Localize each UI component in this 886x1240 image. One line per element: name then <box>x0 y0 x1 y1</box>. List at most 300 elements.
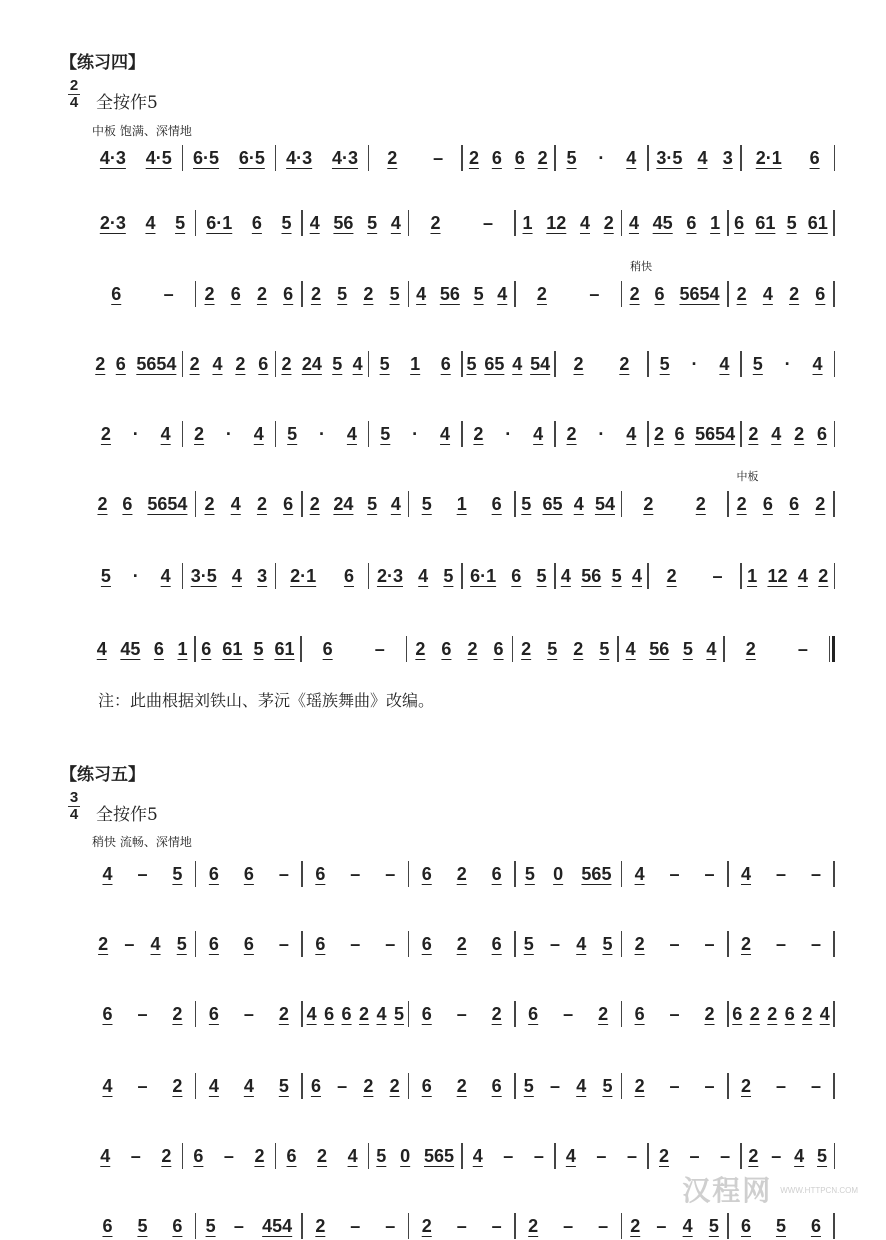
note-group: 2 <box>468 147 479 168</box>
note-group: 6 <box>230 283 241 304</box>
staff-row <box>90 350 835 378</box>
note-group: – <box>374 638 385 659</box>
note-group: 2 <box>619 353 630 374</box>
note-group: 2 <box>630 1215 641 1236</box>
note-group: 2 <box>566 423 577 444</box>
footnote: 注：此曲根据刘铁山、茅沅《瑶族舞曲》改编。 <box>98 691 435 710</box>
measure <box>90 280 195 308</box>
measure <box>90 1072 195 1100</box>
measure <box>369 562 461 590</box>
note-group: 2 <box>204 493 215 514</box>
note-group: 6 <box>491 933 502 954</box>
note-group: 6 <box>809 147 820 168</box>
note-group: 2 <box>389 1075 400 1096</box>
staff-row <box>90 635 835 663</box>
note-group: 5654 <box>679 283 720 304</box>
fingering-label: 全按作5 <box>96 93 158 113</box>
note-group: 6 <box>421 933 432 954</box>
note-group: – <box>810 933 821 954</box>
note-group: 2 <box>97 493 108 514</box>
note-group: 4 <box>497 283 508 304</box>
note-group: 4 <box>347 1145 358 1166</box>
note-group: – <box>137 1003 148 1024</box>
tempo-change: 中板 <box>736 470 759 483</box>
measure <box>183 562 275 590</box>
staff-row <box>90 209 835 237</box>
measure <box>516 209 621 237</box>
measure <box>622 1212 727 1240</box>
note-group: 2 <box>281 353 292 374</box>
note-group: – <box>712 565 723 586</box>
note-group: 2 <box>573 638 584 659</box>
note-group: 2 <box>818 565 829 586</box>
note-group: – <box>563 1215 574 1236</box>
time-signature <box>68 790 80 823</box>
note-group: 2 <box>95 353 106 374</box>
staff-row <box>90 562 835 590</box>
note-group: 3 <box>257 565 268 586</box>
measure <box>729 860 834 888</box>
note-group: 5 <box>521 493 532 514</box>
exercise-title: 【练习五】 <box>60 765 145 785</box>
measure <box>622 209 727 237</box>
note-group: 6 <box>441 638 452 659</box>
measure <box>729 930 834 958</box>
note-group: – <box>350 933 361 954</box>
note-group: 6 <box>310 1075 321 1096</box>
note-group: 5 <box>547 638 558 659</box>
note-group: 5 <box>172 863 183 884</box>
note-group: 6 <box>243 863 254 884</box>
note-group: 6 <box>201 638 212 659</box>
measure <box>742 144 834 172</box>
note-group: 5 <box>380 423 391 444</box>
staff-row <box>90 144 835 172</box>
measure <box>742 1142 834 1170</box>
note-group: – <box>233 1215 244 1236</box>
note-group: 2 <box>736 283 747 304</box>
note-group: – <box>704 863 715 884</box>
measure <box>622 930 727 958</box>
measure <box>516 280 621 308</box>
note-group: – <box>669 1003 680 1024</box>
measure <box>90 144 182 172</box>
note-group: 6 <box>784 1003 795 1024</box>
measure <box>90 1142 182 1170</box>
measure <box>463 350 555 378</box>
measure <box>649 144 741 172</box>
note-group: 6 <box>343 565 354 586</box>
note-group: 2 <box>161 1145 172 1166</box>
measure <box>516 1212 621 1240</box>
note-group: 454 <box>262 1215 293 1236</box>
note-group: 3 <box>722 147 733 168</box>
note-group: 6 <box>315 863 326 884</box>
staff-row <box>90 1142 835 1170</box>
tempo-marking: 稍快 流畅、深情地 <box>92 835 192 849</box>
note-group: 4 <box>565 1145 576 1166</box>
note-group: – <box>278 863 289 884</box>
note-group: 5 <box>523 933 534 954</box>
note-group: 65 <box>484 353 505 374</box>
note-group: 6 <box>322 638 333 659</box>
measure <box>303 490 408 518</box>
note-group: 4 <box>812 353 823 374</box>
measure <box>409 490 514 518</box>
note-group: – <box>704 933 715 954</box>
note-group: · <box>319 423 326 444</box>
note-group: 4·3 <box>331 147 358 168</box>
note-group: – <box>775 863 786 884</box>
note-group: 2 <box>634 1075 645 1096</box>
note-group: – <box>810 1075 821 1096</box>
measure <box>622 860 727 888</box>
note-group: 6 <box>491 147 502 168</box>
note-group: 4 <box>418 565 429 586</box>
note-group: 0 <box>553 863 564 884</box>
measure <box>725 635 829 663</box>
note-group: 5 <box>394 1003 405 1024</box>
note-group: 4 <box>160 565 171 586</box>
measure <box>409 280 514 308</box>
time-sig-top: 2 <box>69 77 79 94</box>
note-group: – <box>669 933 680 954</box>
note-group: 12 <box>546 212 567 233</box>
measure <box>369 144 461 172</box>
note-group: – <box>243 1003 254 1024</box>
note-group: 56 <box>581 565 602 586</box>
note-group: – <box>550 1075 561 1096</box>
note-group: 54 <box>530 353 551 374</box>
note-group: 2 <box>473 423 484 444</box>
note-group: 5 <box>523 1075 534 1096</box>
staff-row <box>90 930 835 958</box>
note-group: 2 <box>172 1075 183 1096</box>
note-group: – <box>669 863 680 884</box>
measure <box>729 1000 834 1028</box>
note-group: – <box>482 212 493 233</box>
measure <box>729 1072 834 1100</box>
note-group: 4 <box>390 493 401 514</box>
note-group: 4 <box>208 1075 219 1096</box>
note-group: · <box>598 423 605 444</box>
time-sig-bottom: 4 <box>69 806 79 823</box>
measure <box>409 860 514 888</box>
note-group: 5 <box>389 283 400 304</box>
note-group: 24 <box>333 493 354 514</box>
note-group: 5 <box>682 638 693 659</box>
note-group: 5 <box>775 1215 786 1236</box>
note-group: 45 <box>652 212 673 233</box>
watermark <box>682 1174 858 1208</box>
note-group: 2 <box>767 1003 778 1024</box>
note-group: 2 <box>815 493 826 514</box>
note-group: 6 <box>251 212 262 233</box>
measure <box>303 209 408 237</box>
note-group: 5 <box>332 353 343 374</box>
note-group: 2 <box>172 1003 183 1024</box>
tempo-change: 稍快 <box>630 260 653 273</box>
measure <box>556 144 648 172</box>
note-group: 56 <box>649 638 670 659</box>
measure <box>622 1072 727 1100</box>
note-group: 2 <box>456 933 467 954</box>
measure <box>90 562 182 590</box>
barline <box>833 281 835 307</box>
barline <box>833 931 835 957</box>
note-group: 4 <box>306 1003 317 1024</box>
note-group: 4 <box>160 423 171 444</box>
measure <box>183 1142 275 1170</box>
note-group: 6·5 <box>193 147 220 168</box>
note-group: 2 <box>789 283 800 304</box>
note-group: 6 <box>193 1145 204 1166</box>
measure <box>463 420 555 448</box>
note-group: 2 <box>256 283 267 304</box>
note-group: · <box>132 565 139 586</box>
note-group: 5 <box>817 1145 828 1166</box>
note-group: 6 <box>674 423 685 444</box>
measure <box>729 280 834 308</box>
note-group: 3·5 <box>190 565 217 586</box>
note-group: · <box>691 353 698 374</box>
note-group: 56 <box>439 283 460 304</box>
note-group: 6·5 <box>238 147 265 168</box>
note-group: – <box>550 933 561 954</box>
note-group: 5 <box>786 212 797 233</box>
note-group: 5 <box>752 353 763 374</box>
note-group: 2 <box>654 423 665 444</box>
note-group: 4 <box>145 212 156 233</box>
note-group: – <box>775 1075 786 1096</box>
note-group: 2 <box>736 493 747 514</box>
note-group: 4 <box>794 1145 805 1166</box>
note-group: 2 <box>315 1215 326 1236</box>
final-barline <box>829 636 835 662</box>
note-group: – <box>503 1145 514 1166</box>
measure <box>183 144 275 172</box>
measure <box>409 1212 514 1240</box>
note-group: 2 <box>666 565 677 586</box>
note-group: 3·5 <box>656 147 683 168</box>
barline <box>834 145 836 171</box>
note-group: 24 <box>301 353 322 374</box>
note-group: 4 <box>440 423 451 444</box>
measure <box>276 144 368 172</box>
note-group: 4 <box>697 147 708 168</box>
barline <box>833 1213 835 1239</box>
measure <box>196 860 301 888</box>
measure <box>90 930 195 958</box>
note-group: 2 <box>430 212 441 233</box>
note-group: – <box>596 1145 607 1166</box>
note-group: 2 <box>467 638 478 659</box>
note-group: 4 <box>309 212 320 233</box>
note-group: 4 <box>626 147 637 168</box>
measure <box>276 1142 368 1170</box>
staff-row <box>90 260 835 308</box>
note-group: 2 <box>387 147 398 168</box>
note-group: 4 <box>576 1075 587 1096</box>
note-group: – <box>810 863 821 884</box>
note-group: 4·5 <box>145 147 172 168</box>
measure <box>196 930 301 958</box>
note-group: 2 <box>254 1145 265 1166</box>
note-group: 4 <box>352 353 363 374</box>
note-group: – <box>137 863 148 884</box>
note-group: 6 <box>286 1145 297 1166</box>
note-group: 5 <box>379 353 390 374</box>
note-group: 5 <box>287 423 298 444</box>
measure <box>516 930 621 958</box>
measure <box>513 635 617 663</box>
measure <box>183 350 275 378</box>
measure <box>409 1072 514 1100</box>
note-group: 4 <box>719 353 730 374</box>
note-group: 4 <box>96 638 107 659</box>
note-group: 2 <box>802 1003 813 1024</box>
note-group: 2 <box>491 1003 502 1024</box>
note-group: 2 <box>794 423 805 444</box>
note-group: 2 <box>359 1003 370 1024</box>
note-group: 2 <box>204 283 215 304</box>
note-group: 0 <box>400 1145 411 1166</box>
note-group: 6 <box>491 493 502 514</box>
measure <box>622 490 727 518</box>
note-group: 6 <box>102 1003 113 1024</box>
note-group: – <box>137 1075 148 1096</box>
note-group: 5 <box>524 863 535 884</box>
note-group: 6 <box>491 863 502 884</box>
note-group: 6·1 <box>206 212 233 233</box>
note-group: 6 <box>815 283 826 304</box>
note-group: 5 <box>421 493 432 514</box>
note-group: 4 <box>102 863 113 884</box>
note-group: 6 <box>243 933 254 954</box>
note-group: 6 <box>734 212 745 233</box>
note-group: 4 <box>212 353 223 374</box>
note-group: – <box>775 933 786 954</box>
measure <box>90 1000 195 1028</box>
note-group: 565 <box>424 1145 455 1166</box>
note-group: 6 <box>315 933 326 954</box>
note-group: 5 <box>278 1075 289 1096</box>
measure <box>276 562 368 590</box>
note-group: · <box>225 423 232 444</box>
measure <box>303 1212 408 1240</box>
note-group: – <box>130 1145 141 1166</box>
barline <box>833 1073 835 1099</box>
note-group: 4 <box>819 1003 830 1024</box>
measure <box>516 1000 621 1028</box>
note-group: 4 <box>376 1003 387 1024</box>
note-group: 6 <box>493 638 504 659</box>
note-group: – <box>163 283 174 304</box>
measure <box>556 562 648 590</box>
note-group: 6·1 <box>470 565 497 586</box>
note-group: 4 <box>150 933 161 954</box>
note-group: 6 <box>421 863 432 884</box>
measure <box>369 420 461 448</box>
note-group: 5654 <box>147 493 188 514</box>
note-group: – <box>491 1215 502 1236</box>
note-group: 5 <box>611 565 622 586</box>
measure <box>729 470 834 518</box>
measure <box>649 420 741 448</box>
note-group: 2 <box>310 283 321 304</box>
note-group: 2·1 <box>290 565 317 586</box>
measure <box>369 350 461 378</box>
note-group: 5 <box>367 493 378 514</box>
note-group: 4 <box>626 423 637 444</box>
measure <box>90 635 194 663</box>
note-group: 2 <box>598 1003 609 1024</box>
note-group: – <box>433 147 444 168</box>
note-group: 5 <box>376 1145 387 1166</box>
note-group: 6 <box>258 353 269 374</box>
note-group: 2 <box>745 638 756 659</box>
note-group: 5 <box>100 565 111 586</box>
note-group: 1 <box>456 493 467 514</box>
note-group: 5 <box>473 283 484 304</box>
watermark-name: 汉程网 <box>682 1175 773 1206</box>
measure <box>196 1000 301 1028</box>
note-group: 2 <box>256 493 267 514</box>
measure <box>196 1212 301 1240</box>
note-group: 12 <box>767 565 788 586</box>
note-group: 4 <box>560 565 571 586</box>
note-group: 4 <box>102 1075 113 1096</box>
note-group: 1 <box>522 212 533 233</box>
note-group: 4·3 <box>99 147 126 168</box>
time-sig-bottom: 4 <box>69 94 79 111</box>
note-group: 2 <box>748 1145 759 1166</box>
measure <box>276 350 368 378</box>
note-group: 5 <box>659 353 670 374</box>
note-group: 6 <box>511 565 522 586</box>
measure <box>622 260 727 308</box>
note-group: 6 <box>208 863 219 884</box>
barline <box>833 1001 835 1027</box>
measure <box>90 1212 195 1240</box>
note-group: 6 <box>283 493 294 514</box>
measure <box>516 860 621 888</box>
note-group: 5 <box>367 212 378 233</box>
time-signature <box>68 78 80 111</box>
note-group: 2 <box>536 283 547 304</box>
note-group: 2 <box>521 638 532 659</box>
note-group: – <box>456 1215 467 1236</box>
time-sig-top: 3 <box>69 789 79 806</box>
note-group: 4 <box>512 353 523 374</box>
note-group: 2 <box>643 493 654 514</box>
note-group: 5 <box>602 1075 613 1096</box>
note-group: 2 <box>194 423 205 444</box>
note-group: – <box>278 933 289 954</box>
note-group: 5 <box>443 565 454 586</box>
note-group: 4 <box>771 423 782 444</box>
tempo-marking: 中板 饱满、深情地 <box>92 124 192 138</box>
note-group: – <box>350 863 361 884</box>
note-group: 6 <box>654 283 665 304</box>
barline <box>834 1143 836 1169</box>
note-group: 2 <box>98 933 109 954</box>
note-group: – <box>689 1145 700 1166</box>
note-group: 5 <box>176 933 187 954</box>
measure <box>276 420 368 448</box>
note-group: 2 <box>573 353 584 374</box>
note-group: – <box>598 1215 609 1236</box>
